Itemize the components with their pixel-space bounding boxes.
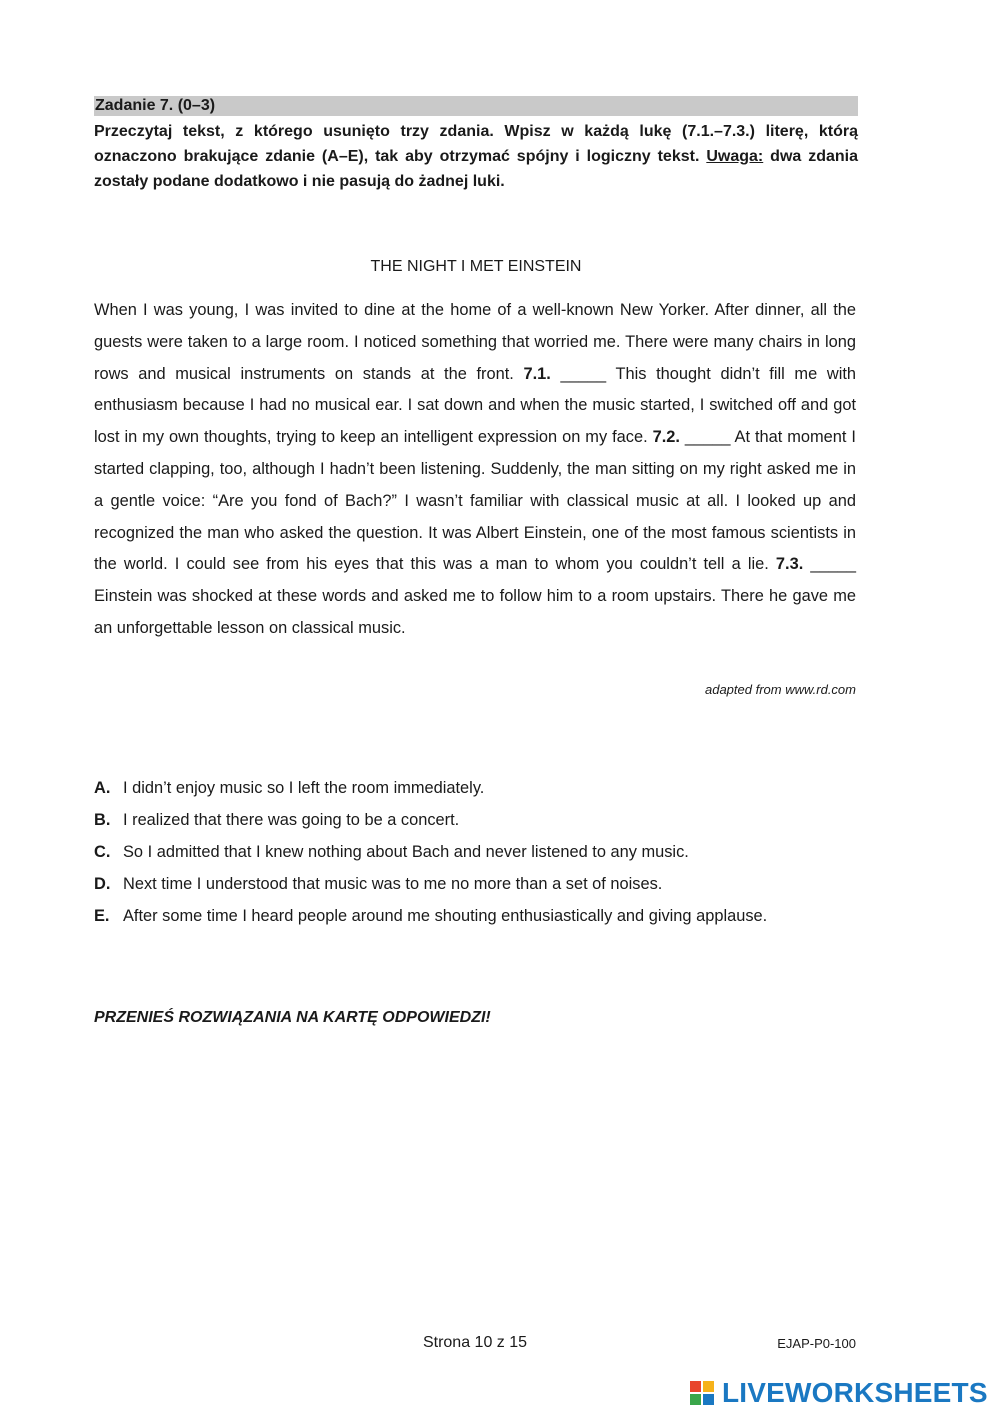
option-letter: A.	[94, 779, 111, 797]
liveworksheets-brand	[690, 1375, 988, 1411]
passage-part-4: Einstein was shocked at these words and asked me to follow him to a room upstairs. There he gave me an unforgettable lesson on classical music.	[94, 587, 856, 637]
option-text: After some time I heard people around me shouting enthusiastically and giving applause.	[123, 907, 768, 925]
option-text: I didn’t enjoy music so I left the room immediately.	[123, 779, 485, 797]
option-d	[94, 868, 874, 900]
option-e	[94, 900, 874, 932]
option-text: So I admitted that I knew nothing about Bach and never listened to any music.	[123, 843, 689, 861]
answer-options	[94, 772, 874, 932]
gap-7-2-label: 7.2.	[652, 428, 680, 447]
option-c	[94, 836, 874, 868]
option-a	[94, 772, 874, 804]
option-letter: B.	[94, 811, 111, 829]
liveworksheets-logo-icon	[690, 1379, 716, 1407]
option-letter: C.	[94, 843, 111, 861]
option-b	[94, 804, 874, 836]
instruction-main: Przeczytaj tekst, z którego usunięto trzy zdania. Wpisz w każdą lukę (7.1.–7.3.) literę, którą oznaczono brakujące zdanie (A–E), tak aby otrzymać spójny i logiczny tekst.	[94, 123, 858, 165]
option-text: I realized that there was going to be a concert.	[123, 811, 460, 829]
gap-7-3-blank[interactable]: _____	[810, 555, 856, 574]
passage-title: THE NIGHT I MET EINSTEIN	[370, 258, 582, 275]
transfer-answers-note: PRZENIEŚ ROZWIĄZANIA NA KARTĘ ODPOWIEDZI!	[94, 1009, 491, 1026]
option-text: Next time I understood that music was to me no more than a set of noises.	[123, 875, 663, 893]
exam-code: EJAP-P0-100	[777, 1336, 856, 1351]
page-number: Strona 10 z 15	[422, 1334, 528, 1351]
passage-part-2: This thought didn’t fill me with enthusiasm because I had no musical ear. I sat down and when the music started, I switched off and got lost in my own thoughts, trying to keep an intelligent expression on my face.	[94, 364, 857, 447]
passage-part-3: At that moment I started clapping, too, although I hadn’t been listening. Suddenly, the man sitting on my right asked me in a gentle voice: “Are you fond of Bach?” I wasn’t familiar with classical music at all. I looked up and recognized the man who asked the question. It was Albert Einstein, one of the most famous scientists in the world. I could see from his eyes that this was a man to whom you couldn’t tell a lie.	[94, 428, 856, 574]
note-label: Uwaga:	[706, 148, 764, 165]
passage-text	[94, 295, 856, 645]
gap-7-1-label: 7.1.	[523, 364, 551, 383]
task-instructions	[94, 119, 858, 194]
source-credit: adapted from www.rd.com	[704, 682, 856, 697]
option-letter: D.	[94, 875, 111, 893]
task-header: Zadanie 7. (0–3)	[94, 96, 858, 116]
gap-7-1-blank[interactable]: _____	[560, 364, 607, 383]
option-letter: E.	[94, 907, 110, 925]
brand-name: LIVEWORKSHEETS	[722, 1377, 988, 1408]
gap-7-2-blank[interactable]: _____	[684, 428, 731, 447]
note-text: dwa zdania zostały podane dodatkowo i nie pasują do żadnej luki.	[94, 148, 859, 190]
gap-7-3-label: 7.3.	[775, 555, 804, 574]
passage-part-1: When I was young, I was invited to dine at the home of a well-known New Yorker. After dinner, all the guests were taken to a large room. I noticed something that worried me. There were many chairs in long rows and musical instruments on stands at the front.	[94, 301, 856, 383]
